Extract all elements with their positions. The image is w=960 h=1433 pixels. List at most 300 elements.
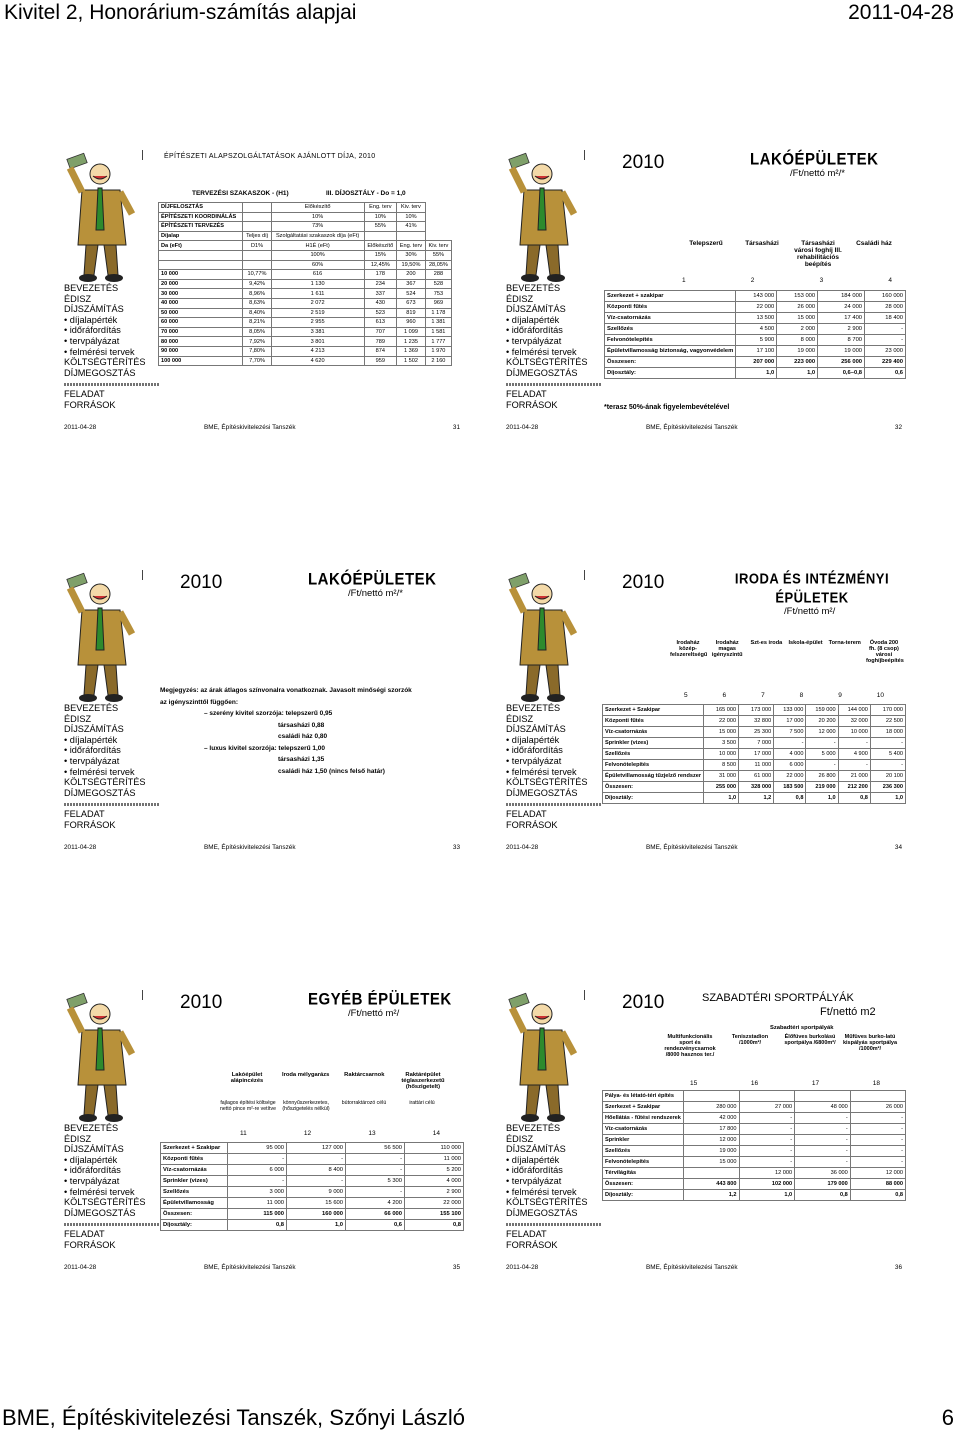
table-cell: 0,8: [795, 1190, 851, 1201]
table-cell: 2 519: [271, 308, 364, 318]
sidebar-item: • díjalapérték: [64, 734, 118, 745]
column-number: 8: [799, 692, 804, 699]
table-cell: 8,05%: [243, 327, 271, 337]
table-cell: 1 235: [397, 337, 426, 347]
table-cell: 1 611: [271, 289, 364, 299]
table-cell: 60 000: [159, 318, 243, 328]
table-row: [159, 203, 452, 213]
slide-date: 2011-04-28: [64, 424, 97, 431]
table-cell: 110 000: [405, 1143, 464, 1154]
table-row: [159, 270, 452, 280]
table-cell: 1 777: [425, 337, 451, 347]
table-cell: 789: [364, 337, 396, 347]
table-cell: Épületvillamosság tűzjelző rendszer: [603, 771, 704, 782]
table-cell: 8,40%: [243, 308, 271, 318]
table-cell: 88 000: [850, 1179, 905, 1190]
fee-class-caption: III. DÍJOSZTÁLY - Do = 1,0: [326, 190, 406, 197]
table-row: [605, 346, 906, 357]
sidebar-item: • időráfordítás: [64, 325, 121, 336]
table-row: [159, 260, 452, 270]
table-cell: Szerkezet + Szakipar: [603, 1102, 684, 1113]
table-cell: -: [850, 1146, 905, 1157]
slide-date: 2011-04-28: [506, 844, 539, 851]
table-cell: Épületvillamosság: [161, 1198, 228, 1209]
table-row: [159, 298, 452, 308]
slide-divider: [142, 570, 143, 580]
sidebar-item: KÖLTSÉGTÉRÍTÉS: [64, 777, 146, 788]
remark-line: – szerény kivitel szorzója: telepszerű 0,95: [204, 710, 333, 717]
table-cell: 0,8: [838, 793, 870, 804]
cost-table: [160, 1142, 464, 1231]
table-row: [161, 1176, 464, 1187]
table-cell: 8,21%: [243, 318, 271, 328]
table-row: [605, 335, 906, 346]
table-row: [159, 231, 452, 241]
sidebar-item: ÉDISZ: [506, 713, 534, 724]
table-cell: H1É (eFt): [271, 241, 364, 251]
table-cell: 219 000: [806, 782, 838, 793]
unit-label: /Ft/nettó m²/*: [348, 588, 403, 599]
column-numbers: [240, 1130, 440, 1137]
sidebar-item: KÖLTSÉGTÉRÍTÉS: [64, 1197, 146, 1208]
sidebar-item: [506, 798, 606, 809]
table-cell: Felvonótelepítés: [603, 760, 704, 771]
sidebar-item: ÉDISZ: [64, 293, 92, 304]
table-cell: 10 000: [704, 749, 739, 760]
table-cell: [159, 260, 243, 270]
table-cell: [243, 203, 271, 213]
table-cell: Előkészítő: [271, 203, 364, 213]
table-cell: 22 500: [870, 716, 905, 727]
table-cell: 26 800: [806, 771, 838, 782]
table-cell: -: [850, 1135, 905, 1146]
table-cell: 2 160: [425, 356, 451, 366]
table-row: [603, 760, 906, 771]
table-cell: 20 100: [870, 771, 905, 782]
table-row: [603, 1157, 906, 1168]
sidebar-item: FORRÁSOK: [506, 819, 558, 830]
table-cell: 1,0: [736, 368, 777, 379]
table-cell: 115 000: [228, 1209, 287, 1220]
table-row: [603, 1146, 906, 1157]
column-header: Iskola-épület: [788, 640, 823, 646]
fee-table: [158, 202, 452, 366]
sidebar-item: [64, 378, 164, 389]
table-cell: -: [228, 1176, 287, 1187]
sidebar-item: • tervpályázat: [506, 335, 562, 346]
table-cell: 127 000: [287, 1143, 346, 1154]
table-row: [161, 1143, 464, 1154]
sidebar-item: DÍJMEGOSZTÁS: [506, 367, 578, 378]
sidebar-item: • időráfordítás: [506, 745, 563, 756]
table-cell: -: [346, 1154, 405, 1165]
table-cell: 9 000: [287, 1187, 346, 1198]
sidebar-item: FORRÁSOK: [64, 819, 116, 830]
slide-number: 33: [452, 844, 460, 851]
table-cell: 8,63%: [243, 298, 271, 308]
slide-divider: [584, 150, 585, 160]
slide-36: [502, 990, 906, 1272]
slide-divider: [584, 990, 585, 1000]
slide-sidebar-menu: [64, 703, 164, 830]
table-cell: 7,92%: [243, 337, 271, 347]
slide-department: BME, Építéskivitelezési Tanszék: [646, 424, 738, 431]
table-cell: 3 500: [704, 738, 739, 749]
sidebar-item: • felmérési tervek: [64, 1186, 135, 1197]
sidebar-item: KÖLTSÉGTÉRÍTÉS: [506, 357, 588, 368]
table-cell: 707: [364, 327, 396, 337]
slide-number: 34: [894, 844, 902, 851]
businessman-illustration: [502, 150, 584, 285]
table-row: [159, 356, 452, 366]
column-header: Telepszerű: [689, 240, 723, 247]
sidebar-item: • időráfordítás: [64, 745, 121, 756]
table-row: [161, 1220, 464, 1231]
document-title: Kivitel 2, Honorárium-számítás alapjai: [4, 1, 357, 24]
table-row: [159, 222, 452, 232]
table-cell: 19 000: [818, 346, 865, 357]
column-numbers: [684, 692, 884, 699]
table-cell: 170 000: [870, 705, 905, 716]
table-row: [603, 727, 906, 738]
table-cell: 133 000: [774, 705, 806, 716]
table-cell: 26 000: [777, 302, 818, 313]
table-cell: Szerkezet + Szakipar: [161, 1143, 228, 1154]
table-cell: 25 300: [739, 727, 774, 738]
table-cell: 11 000: [405, 1154, 464, 1165]
sidebar-item: • tervpályázat: [64, 1175, 120, 1186]
column-subheaders: [220, 1100, 450, 1112]
table-cell: 6 000: [228, 1165, 287, 1176]
table-cell: 2 000: [777, 324, 818, 335]
table-cell: 159 000: [806, 705, 838, 716]
cost-table: [604, 290, 906, 379]
column-number: 14: [432, 1130, 440, 1137]
table-cell: 80 000: [159, 337, 243, 347]
table-cell: 10%: [364, 212, 396, 222]
slide-33: [60, 570, 464, 852]
table-cell: [683, 1091, 739, 1102]
sidebar-item: FELADAT: [64, 388, 105, 399]
table-cell: 178: [364, 270, 396, 280]
slide-department: BME, Építéskivitelezési Tanszék: [646, 1264, 738, 1271]
table-cell: 337: [364, 289, 396, 299]
table-cell: 30%: [397, 250, 426, 260]
table-cell: -: [346, 1165, 405, 1176]
table-cell: Központi fűtés: [161, 1154, 228, 1165]
column-number: 13: [368, 1130, 376, 1137]
sidebar-item: FELADAT: [506, 388, 547, 399]
table-cell: 11 000: [228, 1198, 287, 1209]
table-cell: 22 000: [405, 1198, 464, 1209]
table-cell: 524: [397, 289, 426, 299]
column-number: 6: [722, 692, 727, 699]
table-cell: 153 000: [777, 291, 818, 302]
slide-divider: [142, 150, 143, 160]
column-number: 15: [690, 1080, 698, 1087]
table-cell: 1,0: [870, 793, 905, 804]
table-cell: 8 700: [818, 335, 865, 346]
table-cell: 819: [397, 308, 426, 318]
table-cell: 0,8: [774, 793, 806, 804]
table-cell: 15%: [364, 250, 396, 260]
table-cell: Víz-csatornázás: [605, 313, 736, 324]
table-cell: 328 000: [739, 782, 774, 793]
sidebar-item: • tervpályázat: [506, 755, 562, 766]
table-cell: 4 000: [774, 749, 806, 760]
sidebar-item: ÉDISZ: [506, 293, 534, 304]
table-cell: 960: [397, 318, 426, 328]
table-row: [603, 1179, 906, 1190]
sidebar-item: DÍJMEGOSZTÁS: [64, 787, 136, 798]
table-cell: [683, 1168, 739, 1179]
sidebar-item: ÉDISZ: [64, 1133, 92, 1144]
table-cell: Sprinkler (vizes): [161, 1176, 228, 1187]
table-cell: -: [739, 1157, 795, 1168]
table-cell: -: [838, 738, 870, 749]
slide-number: 36: [894, 1264, 902, 1271]
slide-number: 32: [894, 424, 902, 431]
table-cell: 430: [364, 298, 396, 308]
table-cell: Díjosztály:: [161, 1220, 228, 1231]
table-cell: 50 000: [159, 308, 243, 318]
column-number: 12: [303, 1130, 312, 1137]
table-cell: 443 800: [683, 1179, 739, 1190]
sidebar-item: DÍJSZÁMÍTÁS: [506, 1144, 566, 1155]
table-row: [161, 1198, 464, 1209]
column-number: 5: [684, 692, 688, 699]
table-cell: Szolgáltatási szakaszok díja (eFt): [271, 231, 364, 241]
sidebar-item: DÍJSZÁMÍTÁS: [506, 304, 566, 315]
slide-title: ÉPÍTÉSZETI ALAPSZOLGÁLTATÁSOK AJÁNLOTT DÍJA, 2010: [164, 153, 376, 160]
slide-year: 2010: [180, 992, 223, 1013]
sidebar-item: DÍJSZÁMÍTÁS: [64, 304, 124, 315]
remark-line: társasházi 1,35: [278, 756, 325, 763]
sidebar-item: BEVEZETÉS: [506, 283, 561, 293]
table-cell: 1 099: [397, 327, 426, 337]
table-cell: 31 000: [704, 771, 739, 782]
sidebar-item: FORRÁSOK: [64, 1239, 116, 1250]
table-cell: 100 000: [159, 356, 243, 366]
table-cell: -: [870, 738, 905, 749]
table-cell: [364, 231, 396, 241]
sidebar-item: FORRÁSOK: [64, 399, 116, 410]
table-cell: 5 400: [870, 749, 905, 760]
table-cell: [243, 260, 271, 270]
table-row: [603, 1135, 906, 1146]
table-cell: 13 500: [736, 313, 777, 324]
table-row: [159, 250, 452, 260]
table-cell: 2 072: [271, 298, 364, 308]
sidebar-item: [506, 1218, 606, 1229]
table-cell: 12 000: [850, 1168, 905, 1179]
sidebar-item: [64, 798, 164, 809]
sidebar-item: BEVEZETÉS: [506, 703, 561, 713]
table-row: [603, 782, 906, 793]
column-number: 7: [761, 692, 765, 699]
table-cell: 17 100: [736, 346, 777, 357]
table-cell: 3 381: [271, 327, 364, 337]
table-cell: 8 500: [704, 760, 739, 771]
slide-department: BME, Építéskivitelezési Tanszék: [204, 424, 296, 431]
table-cell: 40 000: [159, 298, 243, 308]
column-header: Torna-terem: [828, 640, 861, 646]
table-cell: 155 100: [405, 1209, 464, 1220]
table-row: [159, 241, 452, 251]
sidebar-item: KÖLTSÉGTÉRÍTÉS: [64, 357, 146, 368]
table-cell: 18 400: [865, 313, 906, 324]
table-cell: 90 000: [159, 346, 243, 356]
table-cell: 36 000: [795, 1168, 851, 1179]
table-cell: [243, 250, 271, 260]
table-cell: 1,0: [287, 1220, 346, 1231]
sidebar-item: BEVEZETÉS: [64, 703, 119, 713]
slide-department: BME, Építéskivitelezési Tanszék: [204, 844, 296, 851]
table-row: [159, 289, 452, 299]
table-cell: 42 000: [683, 1113, 739, 1124]
column-number: 1: [682, 277, 686, 284]
sidebar-item: • időráfordítás: [506, 1165, 563, 1176]
table-cell: 22 000: [774, 771, 806, 782]
slide-date: 2011-04-28: [506, 424, 539, 431]
table-cell: -: [739, 1124, 795, 1135]
table-row: [605, 324, 906, 335]
slide-divider: [584, 570, 585, 580]
sidebar-item: FELADAT: [506, 1228, 547, 1239]
table-cell: 959: [364, 356, 396, 366]
sidebar-item: [506, 378, 606, 389]
table-cell: -: [795, 1157, 851, 1168]
page-header: [0, 0, 960, 28]
slide-sidebar-menu: [64, 283, 164, 410]
table-cell: 673: [397, 298, 426, 308]
table-cell: 4 200: [346, 1198, 405, 1209]
table-row: [605, 291, 906, 302]
sidebar-item: KÖLTSÉGTÉRÍTÉS: [506, 1197, 588, 1208]
table-cell: 2 900: [405, 1187, 464, 1198]
table-cell: 10 000: [159, 270, 243, 280]
table-cell: 17 000: [774, 716, 806, 727]
table-cell: 7,70%: [243, 356, 271, 366]
table-cell: 30 000: [159, 289, 243, 299]
table-cell: -: [865, 335, 906, 346]
column-number: 9: [838, 692, 842, 699]
table-cell: -: [287, 1176, 346, 1187]
table-row: [603, 738, 906, 749]
column-headers: [680, 240, 900, 268]
table-cell: 179 000: [795, 1179, 851, 1190]
table-caption: TERVEZÉSI SZAKASZOK - (H1): [192, 190, 289, 197]
table-row: [159, 212, 452, 222]
table-cell: 160 000: [287, 1209, 346, 1220]
slide-department: BME, Építéskivitelezési Tanszék: [204, 1264, 296, 1271]
table-cell: 41%: [397, 222, 426, 232]
unit-label: /Ft/nettó m²/*: [790, 168, 845, 179]
table-cell: [397, 231, 426, 241]
table-cell: Díjosztály:: [603, 793, 704, 804]
slide-31: [60, 150, 464, 432]
table-row: [603, 771, 906, 782]
table-cell: Teljes díj: [243, 231, 271, 241]
column-header: Raktárcsarnok: [344, 1072, 385, 1078]
table-cell: 8,96%: [243, 289, 271, 299]
slide-title: SZABADTÉRI SPORTPÁLYÁK: [702, 992, 854, 1004]
sidebar-item: FELADAT: [64, 1228, 105, 1239]
table-cell: 1,0: [777, 368, 818, 379]
sidebar-item: • díjalapérték: [64, 314, 118, 325]
table-cell: 10%: [397, 212, 426, 222]
table-cell: 28,05%: [425, 260, 451, 270]
table-row: [603, 1091, 906, 1102]
table-cell: 6 000: [774, 760, 806, 771]
table-cell: 0,8: [850, 1190, 905, 1201]
table-cell: 173 000: [739, 705, 774, 716]
cost-table: [602, 1090, 906, 1201]
sidebar-item: KÖLTSÉGTÉRÍTÉS: [506, 777, 588, 788]
table-cell: 0,6–0,8: [818, 368, 865, 379]
table-row: [159, 308, 452, 318]
sidebar-item: • díjalapérték: [506, 734, 560, 745]
table-cell: -: [739, 1113, 795, 1124]
table-cell: Da (eFt): [159, 241, 243, 251]
table-cell: 66 000: [346, 1209, 405, 1220]
table-cell: 1 178: [425, 308, 451, 318]
table-cell: Felvonótelepítés: [605, 335, 736, 346]
table-cell: Szellőzés: [161, 1187, 228, 1198]
table-cell: 7,80%: [243, 346, 271, 356]
sidebar-item: DÍJSZÁMÍTÁS: [64, 1144, 124, 1155]
table-cell: 32 000: [838, 716, 870, 727]
table-cell: 1 970: [425, 346, 451, 356]
column-subheader: könnyűszerkezetes, (hőszigetelés nélkül): [282, 1100, 330, 1112]
table-cell: 165 000: [704, 705, 739, 716]
table-cell: 143 000: [736, 291, 777, 302]
slide-year: 2010: [622, 572, 665, 593]
remarks-block: [160, 685, 460, 777]
businessman-illustration: [60, 990, 142, 1125]
table-cell: 223 000: [777, 357, 818, 368]
table-cell: 1 502: [397, 356, 426, 366]
slide-32: [502, 150, 906, 432]
table-cell: 4 000: [405, 1176, 464, 1187]
remark-line: Megjegyzés: az árak átlagos színvonalra vonatkoznak. Javasolt minőségi szorzók: [160, 687, 412, 694]
table-cell: 12 000: [806, 727, 838, 738]
table-cell: 15 000: [704, 727, 739, 738]
sidebar-item: • felmérési tervek: [506, 1186, 577, 1197]
table-cell: 1,0: [806, 793, 838, 804]
sidebar-item: • felmérési tervek: [64, 766, 135, 777]
sidebar-item: • díjalapérték: [506, 1154, 560, 1165]
table-cell: 234: [364, 279, 396, 289]
slide-title: LAKÓÉPÜLETEK: [308, 570, 437, 589]
table-cell: 874: [364, 346, 396, 356]
table-cell: 0,6: [865, 368, 906, 379]
sidebar-item: DÍJMEGOSZTÁS: [506, 787, 578, 798]
column-subheader: fajlagos építési költsége nettó pince m²-re vetítve: [220, 1100, 276, 1112]
sidebar-item: DÍJMEGOSZTÁS: [506, 1207, 578, 1218]
table-cell: 4 900: [838, 749, 870, 760]
sidebar-item: DÍJSZÁMÍTÁS: [506, 724, 566, 735]
table-cell: 18 000: [870, 727, 905, 738]
slide-title: LAKÓÉPÜLETEK: [750, 150, 879, 169]
table-cell: Központi fűtés: [603, 716, 704, 727]
table-cell: [850, 1091, 905, 1102]
column-header: Társasházi városi foghíj III. rehabilitációs beépítés: [794, 240, 842, 268]
table-cell: 256 000: [818, 357, 865, 368]
slide-sidebar-menu: [64, 1123, 164, 1250]
table-cell: ÉPÍTÉSZETI TERVEZÉS: [159, 222, 243, 232]
table-cell: 55%: [364, 222, 396, 232]
